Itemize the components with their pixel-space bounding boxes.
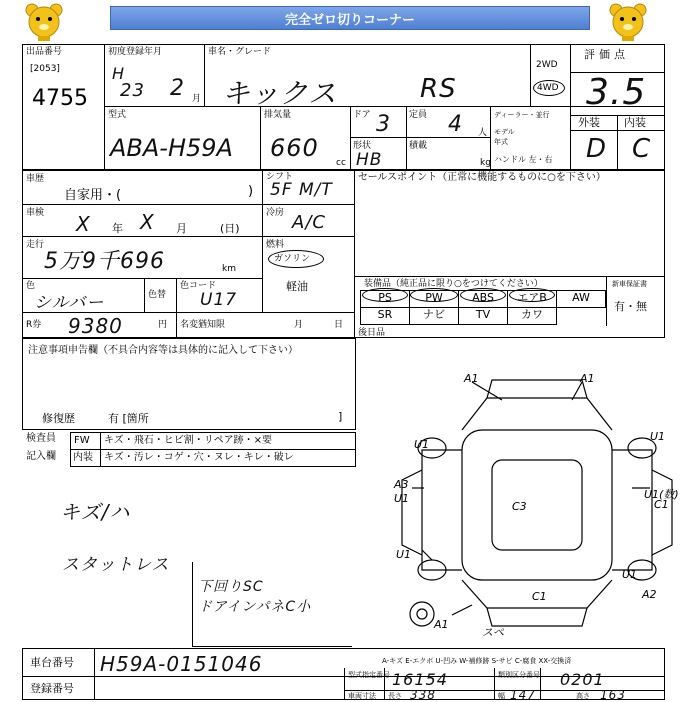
note-line-4: ドアインパネC小 — [198, 599, 312, 615]
damage-mark: U1 — [396, 548, 412, 561]
length-label: 長さ — [388, 692, 402, 700]
exterior-score: D — [586, 134, 608, 164]
deadline-month: 月 — [294, 320, 304, 330]
height-value: 163 — [600, 688, 626, 702]
shift-value: 5F M/T — [270, 180, 333, 200]
score-value: 3.5 — [586, 72, 647, 113]
car-name-value: キックス — [222, 77, 338, 110]
inspector-label-2: 記入欄 — [26, 451, 56, 462]
equipment-sr: SR — [360, 307, 410, 325]
int-label: 内装 — [73, 452, 93, 463]
interior-label: 内装 — [624, 116, 646, 129]
first-registration-label: 初度登録年月 — [108, 47, 163, 57]
model-year-label: モデル — [494, 128, 515, 136]
lot-number: 4755 — [32, 86, 88, 111]
warranty-value: 有・無 — [614, 300, 647, 313]
usage-value: 自家用・( — [64, 188, 122, 203]
first-registration-month: 2 — [170, 76, 185, 101]
notes-label: 注意事項申告欄（不具合内容等は具体的に記入して下さい） — [28, 345, 298, 356]
bear-mascot-icon — [606, 2, 650, 42]
equipment-leather: カワ — [507, 307, 557, 325]
damage-mark: A1 — [434, 618, 449, 631]
color-label: 色 — [26, 281, 36, 291]
recycle-unit: 円 — [158, 320, 168, 330]
car-name-label: 車名・グレード — [208, 47, 272, 57]
shift-label: シフト — [266, 172, 294, 182]
load-label: 積載 — [409, 141, 428, 151]
displacement-value: 660 — [270, 134, 319, 162]
color-code-value: U17 — [200, 290, 238, 310]
capacity-label: 定員 — [409, 110, 428, 120]
inspection-month: X — [140, 210, 155, 234]
banner-title: 完全ゼロ切りコーナー — [110, 6, 590, 30]
repair-close: ] — [338, 410, 343, 423]
chassis-label: 車台番号 — [30, 656, 74, 669]
fuel-gasoline: ガソリン — [274, 254, 311, 264]
equipment-label: 装備品（純正品に限り○をつけてください） — [364, 279, 543, 289]
ac-label: 冷房 — [266, 208, 285, 218]
equipment-ps: PS — [360, 290, 410, 308]
damage-mark: C1 — [532, 590, 547, 603]
equipment-pw: PW — [409, 290, 459, 308]
diagram-legend: A-キズ E-エクボ U-凹み W-補修跡 S-サビ C-腐食 XX-交換済 — [382, 657, 572, 665]
new-car-warranty-label: 新車保証書 — [612, 280, 647, 288]
car-damage-diagram — [392, 370, 692, 650]
model-label: 型式 — [108, 110, 127, 120]
category-value: 0201 — [560, 670, 605, 689]
lot-label: 出品番号 — [26, 47, 63, 57]
equipment-aw: AW — [556, 290, 606, 308]
recycle-label: R券 — [26, 320, 42, 330]
damage-mark: C1 — [654, 498, 669, 511]
fuel-label: 燃料 — [266, 240, 285, 250]
bear-mascot-icon — [22, 2, 66, 42]
int-items: キズ・汚レ・コゲ・穴・ヌレ・キレ・破レ — [104, 452, 294, 463]
damage-mark: A1 — [464, 372, 479, 385]
width-value: 147 — [510, 688, 536, 702]
displacement-label: 排気量 — [264, 110, 292, 120]
damage-mark: U1 — [394, 492, 410, 505]
deadline-day: 日 — [334, 320, 344, 330]
sales-point-label: セールスポイント（正常に機能するものに○を下さい） — [358, 172, 606, 183]
shape-label: 形状 — [353, 141, 372, 151]
fw-items: キズ・飛石・ヒビ割・リペア跡・×要 — [104, 435, 272, 446]
height-label: 高さ — [576, 692, 590, 700]
color-code-label: 色コード — [180, 281, 217, 291]
recycle-value: 9380 — [68, 314, 123, 338]
score-label: 評価点 — [584, 48, 629, 61]
inspection-month-unit: 月 — [176, 222, 187, 235]
damage-mark: U1 — [650, 430, 666, 443]
note-line-2: スタットレス — [62, 555, 170, 575]
chassis-value: H59A-0151046 — [100, 652, 263, 676]
repair-label: 修復歴 — [42, 412, 75, 425]
type-designation-label: 型式指定番号 — [348, 671, 390, 679]
length-value: 338 — [410, 688, 436, 702]
note-line-3: 下回りSC — [198, 579, 264, 595]
mileage-unit: km — [222, 264, 236, 274]
registration-label: 登録番号 — [30, 682, 74, 695]
doors-value: 3 — [376, 112, 391, 137]
two-wd-label: 2WD — [536, 60, 558, 70]
width-label: 幅 — [498, 692, 505, 700]
circle-mark-icon — [460, 288, 506, 302]
damage-mark: A2 — [642, 588, 657, 601]
dimensions-label: 車両寸法 — [348, 692, 376, 700]
ac-value: A/C — [292, 212, 326, 233]
inspection-year: X — [76, 212, 91, 236]
equipment-airbag: エアB — [507, 290, 557, 308]
load-unit: kg — [480, 158, 491, 168]
category-label: 類別区分番号 — [498, 671, 540, 679]
mileage-label: 走行 — [26, 240, 45, 250]
shape-value: HB — [356, 150, 383, 170]
car-grade-value: RS — [420, 74, 457, 104]
handle-label: ハンドル 左・右 — [494, 155, 553, 164]
first-registration-era: H — [112, 64, 126, 83]
interior-score: C — [632, 134, 652, 164]
equipment-abs: ABS — [458, 290, 508, 308]
fuel-diesel: 軽油 — [286, 280, 308, 293]
mileage-value: 5万9千696 — [44, 249, 165, 274]
damage-mark: A1 — [580, 372, 595, 385]
inspector-label-1: 検査員 — [26, 433, 56, 444]
damage-mark: スペ — [482, 626, 504, 639]
fw-label: FW — [74, 435, 90, 446]
circle-mark-icon — [410, 288, 458, 302]
month-suffix: 月 — [192, 94, 202, 104]
damage-mark: U1 — [414, 438, 430, 451]
doors-label: ドア — [353, 110, 371, 120]
capacity-unit: 人 — [478, 128, 488, 138]
equipment-tv: TV — [458, 307, 508, 325]
inspection-label: 車検 — [26, 208, 45, 218]
capacity-value: 4 — [448, 112, 463, 137]
model-year-sub-label: 年式 — [494, 138, 508, 146]
damage-mark: A3 — [394, 478, 409, 491]
color-value: シルバー — [34, 293, 105, 313]
repair-value: 有 [箇所 — [108, 412, 149, 425]
damage-mark: U1(数) — [644, 488, 679, 501]
circle-mark-icon — [509, 288, 555, 302]
damage-mark: C3 — [512, 500, 527, 513]
color-change-label: 色替 — [148, 290, 167, 300]
four-wd-label: 4WD — [537, 83, 559, 93]
circle-mark-icon — [362, 288, 408, 302]
deadline-label: 名変猶知限 — [180, 320, 226, 330]
displacement-unit: cc — [336, 158, 346, 168]
usage-label: 車歴 — [26, 174, 45, 184]
after-day-label: 後日品 — [358, 328, 386, 338]
equipment-navi: ナビ — [409, 307, 459, 325]
inspection-year-unit: 年 — [112, 222, 123, 235]
first-registration-year: 23 — [120, 80, 145, 101]
inspection-day-unit: (日) — [220, 222, 240, 235]
note-line-1: キズ/ハ — [60, 500, 131, 524]
exterior-label: 外装 — [578, 116, 600, 129]
type-designation-value: 16154 — [392, 670, 448, 689]
dealer-label: ディーラー・並行 — [494, 111, 550, 119]
damage-mark: U1 — [622, 568, 638, 581]
auction-code: [2053] — [30, 64, 60, 74]
usage-close: ) — [248, 184, 254, 199]
model-value: ABA-H59A — [110, 134, 233, 162]
